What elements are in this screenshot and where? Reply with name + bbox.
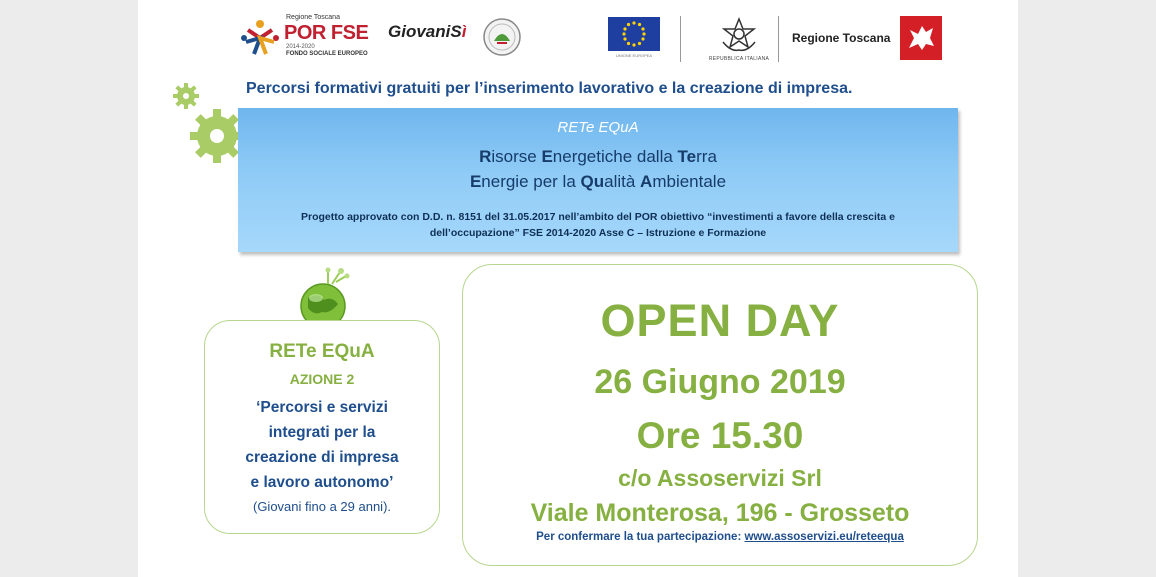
banner-initial: E	[541, 147, 553, 166]
banner-initial: R	[479, 147, 492, 166]
tagline: Percorsi formativi gratuiti per l’inserimento lavorativo e la creazione di impresa.	[246, 80, 853, 97]
header-divider	[778, 16, 779, 62]
header-divider	[680, 16, 681, 62]
banner-text-run: isorse	[491, 147, 542, 166]
azione-card	[204, 320, 440, 534]
open-day-date: 26 Giugno 2019	[594, 363, 846, 401]
open-day-address: Viale Monterosa, 196 - Grosseto	[530, 499, 910, 527]
giovanisi-logo	[388, 22, 466, 42]
azione-label: AZIONE 2	[289, 371, 355, 387]
banner-text-run: rra	[696, 147, 717, 166]
repubblica-logo	[708, 14, 770, 64]
eu-flag-icon	[608, 17, 660, 51]
ministry-seal-logo	[482, 17, 522, 57]
banner-text-run: nergie per la	[481, 172, 581, 191]
banner-line-2	[238, 172, 958, 192]
banner-initial: Qu	[580, 172, 605, 191]
regione-toscana-label: Regione Toscana	[792, 31, 891, 45]
confirm-link[interactable]: www.assoservizi.eu/reteequa	[744, 531, 904, 543]
banner-note	[248, 209, 948, 241]
banner-initial: A	[640, 172, 653, 191]
azione-target-note: (Giovani fino a 29 anni).	[252, 499, 392, 514]
azione-description-line: integrati per la	[268, 424, 376, 441]
banner-note-line-1: Progetto approvato con D.D. n. 8151 del 31.05.2017 nell’ambito del POR obiettivo “investimenti a favore della crescita e	[300, 211, 896, 223]
banner-text-run: alità	[604, 172, 641, 191]
open-day-heading: OPEN DAY	[600, 295, 840, 346]
open-day-time: Ore 15.30	[636, 415, 804, 456]
tuscany-pegasus-icon	[900, 16, 942, 60]
por-fse-subtitle: FONDO SOCIALE EUROPEO	[286, 51, 368, 57]
por-fse-logo	[240, 14, 380, 62]
banner-text-run: mbientale	[652, 172, 727, 191]
open-day-card	[462, 264, 978, 566]
azione-description-line: creazione di impresa	[245, 449, 399, 466]
italian-emblem-icon	[708, 14, 770, 54]
banner-initial: E	[469, 172, 482, 191]
por-fse-region: Regione Toscana	[286, 14, 340, 21]
ministry-seal-icon	[482, 17, 522, 57]
banner-note-line-2: dell’occupazione” FSE 2014-2020 Asse C – Istruzione e Formazione	[429, 227, 767, 239]
flyer-page	[138, 0, 1018, 577]
open-day-place: c/o Assoservizi Srl	[618, 465, 822, 491]
eu-logo	[608, 17, 660, 61]
confirm-line	[463, 531, 977, 543]
repubblica-caption: REPUBBLICA ITALIANA	[708, 56, 770, 62]
azione-description-line: ‘Percorsi e servizi	[256, 399, 388, 416]
banner-text-run: nergetiche dalla	[552, 147, 678, 166]
por-fse-logo-icon	[240, 16, 280, 60]
eu-caption: UNIONE EUROPEA	[615, 53, 653, 58]
regione-toscana-logo	[900, 16, 942, 60]
por-fse-name: POR FSE	[284, 22, 369, 44]
giovanisi-suffix: ì	[461, 22, 467, 41]
giovanisi-prefix: GiovaniS	[388, 22, 462, 41]
banner-title: RETe EQuA	[557, 119, 639, 136]
por-fse-years: 2014-2020	[286, 44, 315, 50]
azione-description	[211, 395, 433, 495]
confirm-label: Per confermare la tua partecipazione:	[536, 531, 742, 543]
project-banner	[238, 108, 958, 252]
azione-description-line: e lavoro autonomo’	[250, 474, 394, 491]
banner-initial: Te	[677, 147, 697, 166]
azione-card-title: RETe EQuA	[269, 341, 375, 362]
banner-line-1	[238, 147, 958, 167]
